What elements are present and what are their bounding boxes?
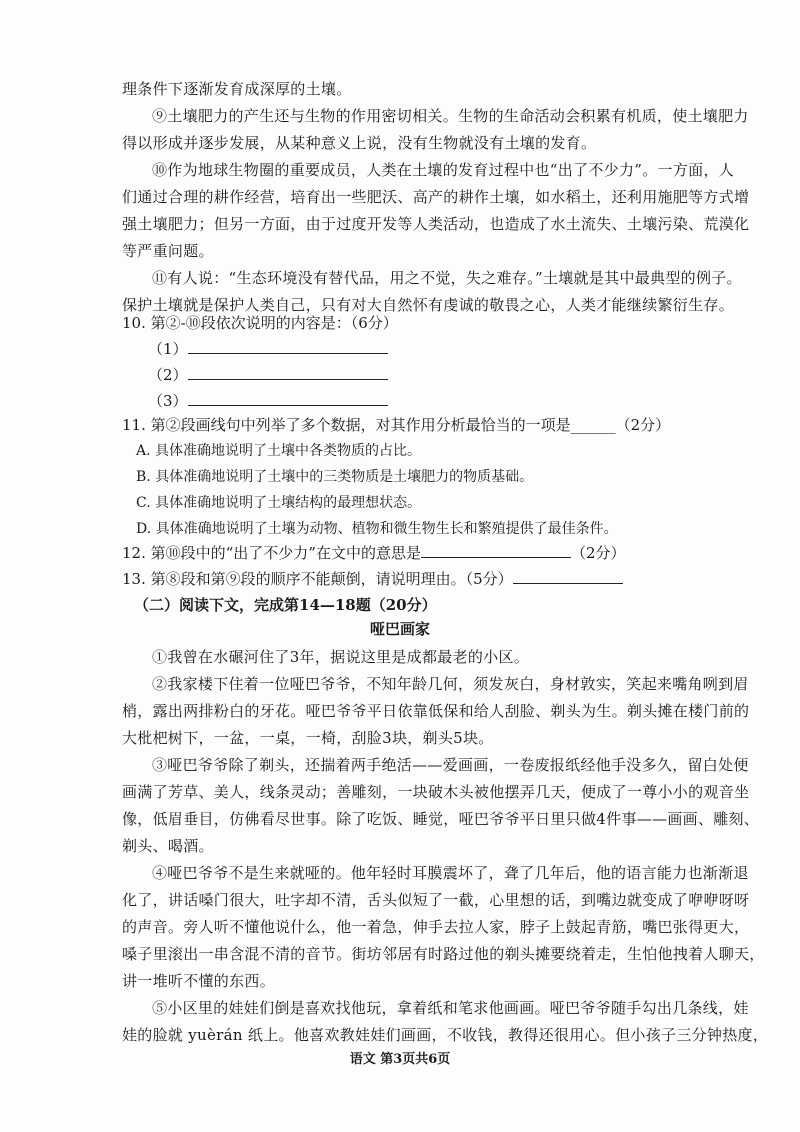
paragraph-line: ③哑巴爷爷除了剃头，还揣着两手绝活——爱画画，一卷废报纸经他手没多久，留白处便 [152,756,749,774]
option-b[interactable]: B. 具体准确地说明了土壤中的三类物质是土壤肥力的物质基础。 [136,469,534,485]
paragraph-line: 化了，讲话嗓门很大，吐字却不清，舌头似短了一截，心里想的话，到嘴边就变成了咿咿呀呀 [122,891,750,909]
paragraph-line: 梢，露出两排粉白的牙花。哑巴爷爷平日依靠低保和给人刮脸、剃头为生。剃头摊在楼门前的 [122,702,750,720]
paragraph-line: 强土壤肥力；但另一方面，由于过度开发等人类活动，也造成了水土流失、土壤污染、荒漠化 [122,215,750,233]
answer-line[interactable] [421,541,571,558]
paragraph-line: 的声音。旁人听不懂他说什么，他一着急，伸手去拉人家，脖子上鼓起青筋，嘴巴张得更大， [122,918,750,936]
question-13 [122,566,623,592]
question-11: 11. 第②段画线句中列举了多个数据，对其作用分析最恰当的一项是______（2分） [122,416,671,434]
paragraph-line: ⑩作为地球生物圈的重要成员，人类在土壤的发育过程中也“出了不少力”。一方面，人 [152,161,735,179]
paragraph-line: ①我曾在水碾河住了3年，据说这里是成都最老的小区。 [152,648,530,666]
answer-blank-row[interactable] [148,336,388,362]
paragraph-line: ⑨土壤肥力的产生还与生物的作用密切相关。生物的生命活动会积累有机质，使土壤肥力 [152,107,749,125]
paragraph-block-top [122,76,750,319]
blank-label: （3） [148,392,188,410]
story-body [122,644,769,1049]
paragraph-line: 剃头、喝酒。 [122,837,214,855]
answer-line[interactable] [188,337,388,354]
answer-blank-row[interactable] [148,388,388,414]
question-10: 10. 第②-⑩段依次说明的内容是：（6分） [122,314,398,332]
paragraph-line: 像，低眉垂目，仿佛看尽世事。除了吃饭、睡觉，哑巴爷爷平日里只做4件事——画画、雕刻、 [122,810,760,828]
question-13-prefix: 13. 第⑧段和第⑨段的顺序不能颠倒，请说明理由。（5分） [122,570,513,588]
paragraph-line: ⑪有人说：“生态环境没有替代品，用之不觉，失之难存。”土壤就是其中最典型的例子。 [152,269,742,287]
paragraph-line: 等严重问题。 [122,242,214,260]
paragraph-line: 娃的脸就 yuèrán 纸上。他喜欢教娃娃们画画，不收钱，教得还很用心。但小孩子三分钟热度， [122,1026,769,1044]
question-12-prefix: 12. 第⑩段中的“出了不少力”在文中的意思是 [122,544,421,562]
option-d[interactable]: D. 具体准确地说明了土壤为动物、植物和微生物生长和繁殖提供了最佳条件。 [136,521,618,537]
question-12-suffix: （2分） [570,544,626,562]
section-heading: （二）阅读下文，完成第14—18题（20分） [134,596,437,614]
paragraph-line: 嗓子里滚出一串含混不清的音节。街坊邻居有时路过他的剃头摊要绕着走，生怕他拽着人聊天， [122,945,765,963]
paragraph-line: 保护土壤就是保护人类自己，只有对大自然怀有虔诚的敬畏之心，人类才能继续繁衍生存。 [122,296,735,314]
blank-label: （1） [148,340,188,358]
page-footer: 语文 第3页共6页 [349,1052,451,1067]
answer-line[interactable] [188,363,388,380]
blank-label: （2） [148,366,188,384]
paragraph-line: 讲一堆听不懂的东西。 [122,972,276,990]
paragraph-line: 们通过合理的耕作经营，培育出一些肥沃、高产的耕作土壤，如水稻土，还利用施肥等方式增 [122,188,750,206]
paragraph-line: 得以形成并逐步发展，从某种意义上说，没有生物就没有土壤的发育。 [122,134,597,152]
option-a[interactable]: A. 具体准确地说明了土壤中各类物质的占比。 [136,443,422,459]
story-title: 哑巴画家 [369,620,430,638]
paragraph-line: ②我家楼下住着一位哑巴爷爷，不知年龄几何，须发灰白，身材敦实，笑起来嘴角咧到眉 [152,675,749,693]
option-c[interactable]: C. 具体准确地说明了土壤结构的最理想状态。 [136,495,422,511]
paragraph-line: ④哑巴爷爷不是生来就哑的。他年轻时耳膜震坏了，聋了几年后，他的语言能力也渐渐退 [152,864,749,882]
question-12 [122,540,626,566]
answer-blank-row[interactable] [148,362,388,388]
paragraph-line: 理条件下逐渐发育成深厚的土壤。 [122,80,352,98]
answer-line[interactable] [513,567,623,584]
paragraph-line: ⑤小区里的娃娃们倒是喜欢找他玩，拿着纸和笔求他画画。哑巴爷爷随手勾出几条线，娃 [152,999,749,1017]
paragraph-line: 画满了芳草、美人，线条灵动；善雕刻，一块破木头被他摆弄几天，便成了一尊小小的观音坐 [122,783,750,801]
paragraph-line: 大枇杷树下，一盆，一桌，一椅，刮脸3块，剃头5块。 [122,729,494,747]
answer-line[interactable] [188,389,388,406]
